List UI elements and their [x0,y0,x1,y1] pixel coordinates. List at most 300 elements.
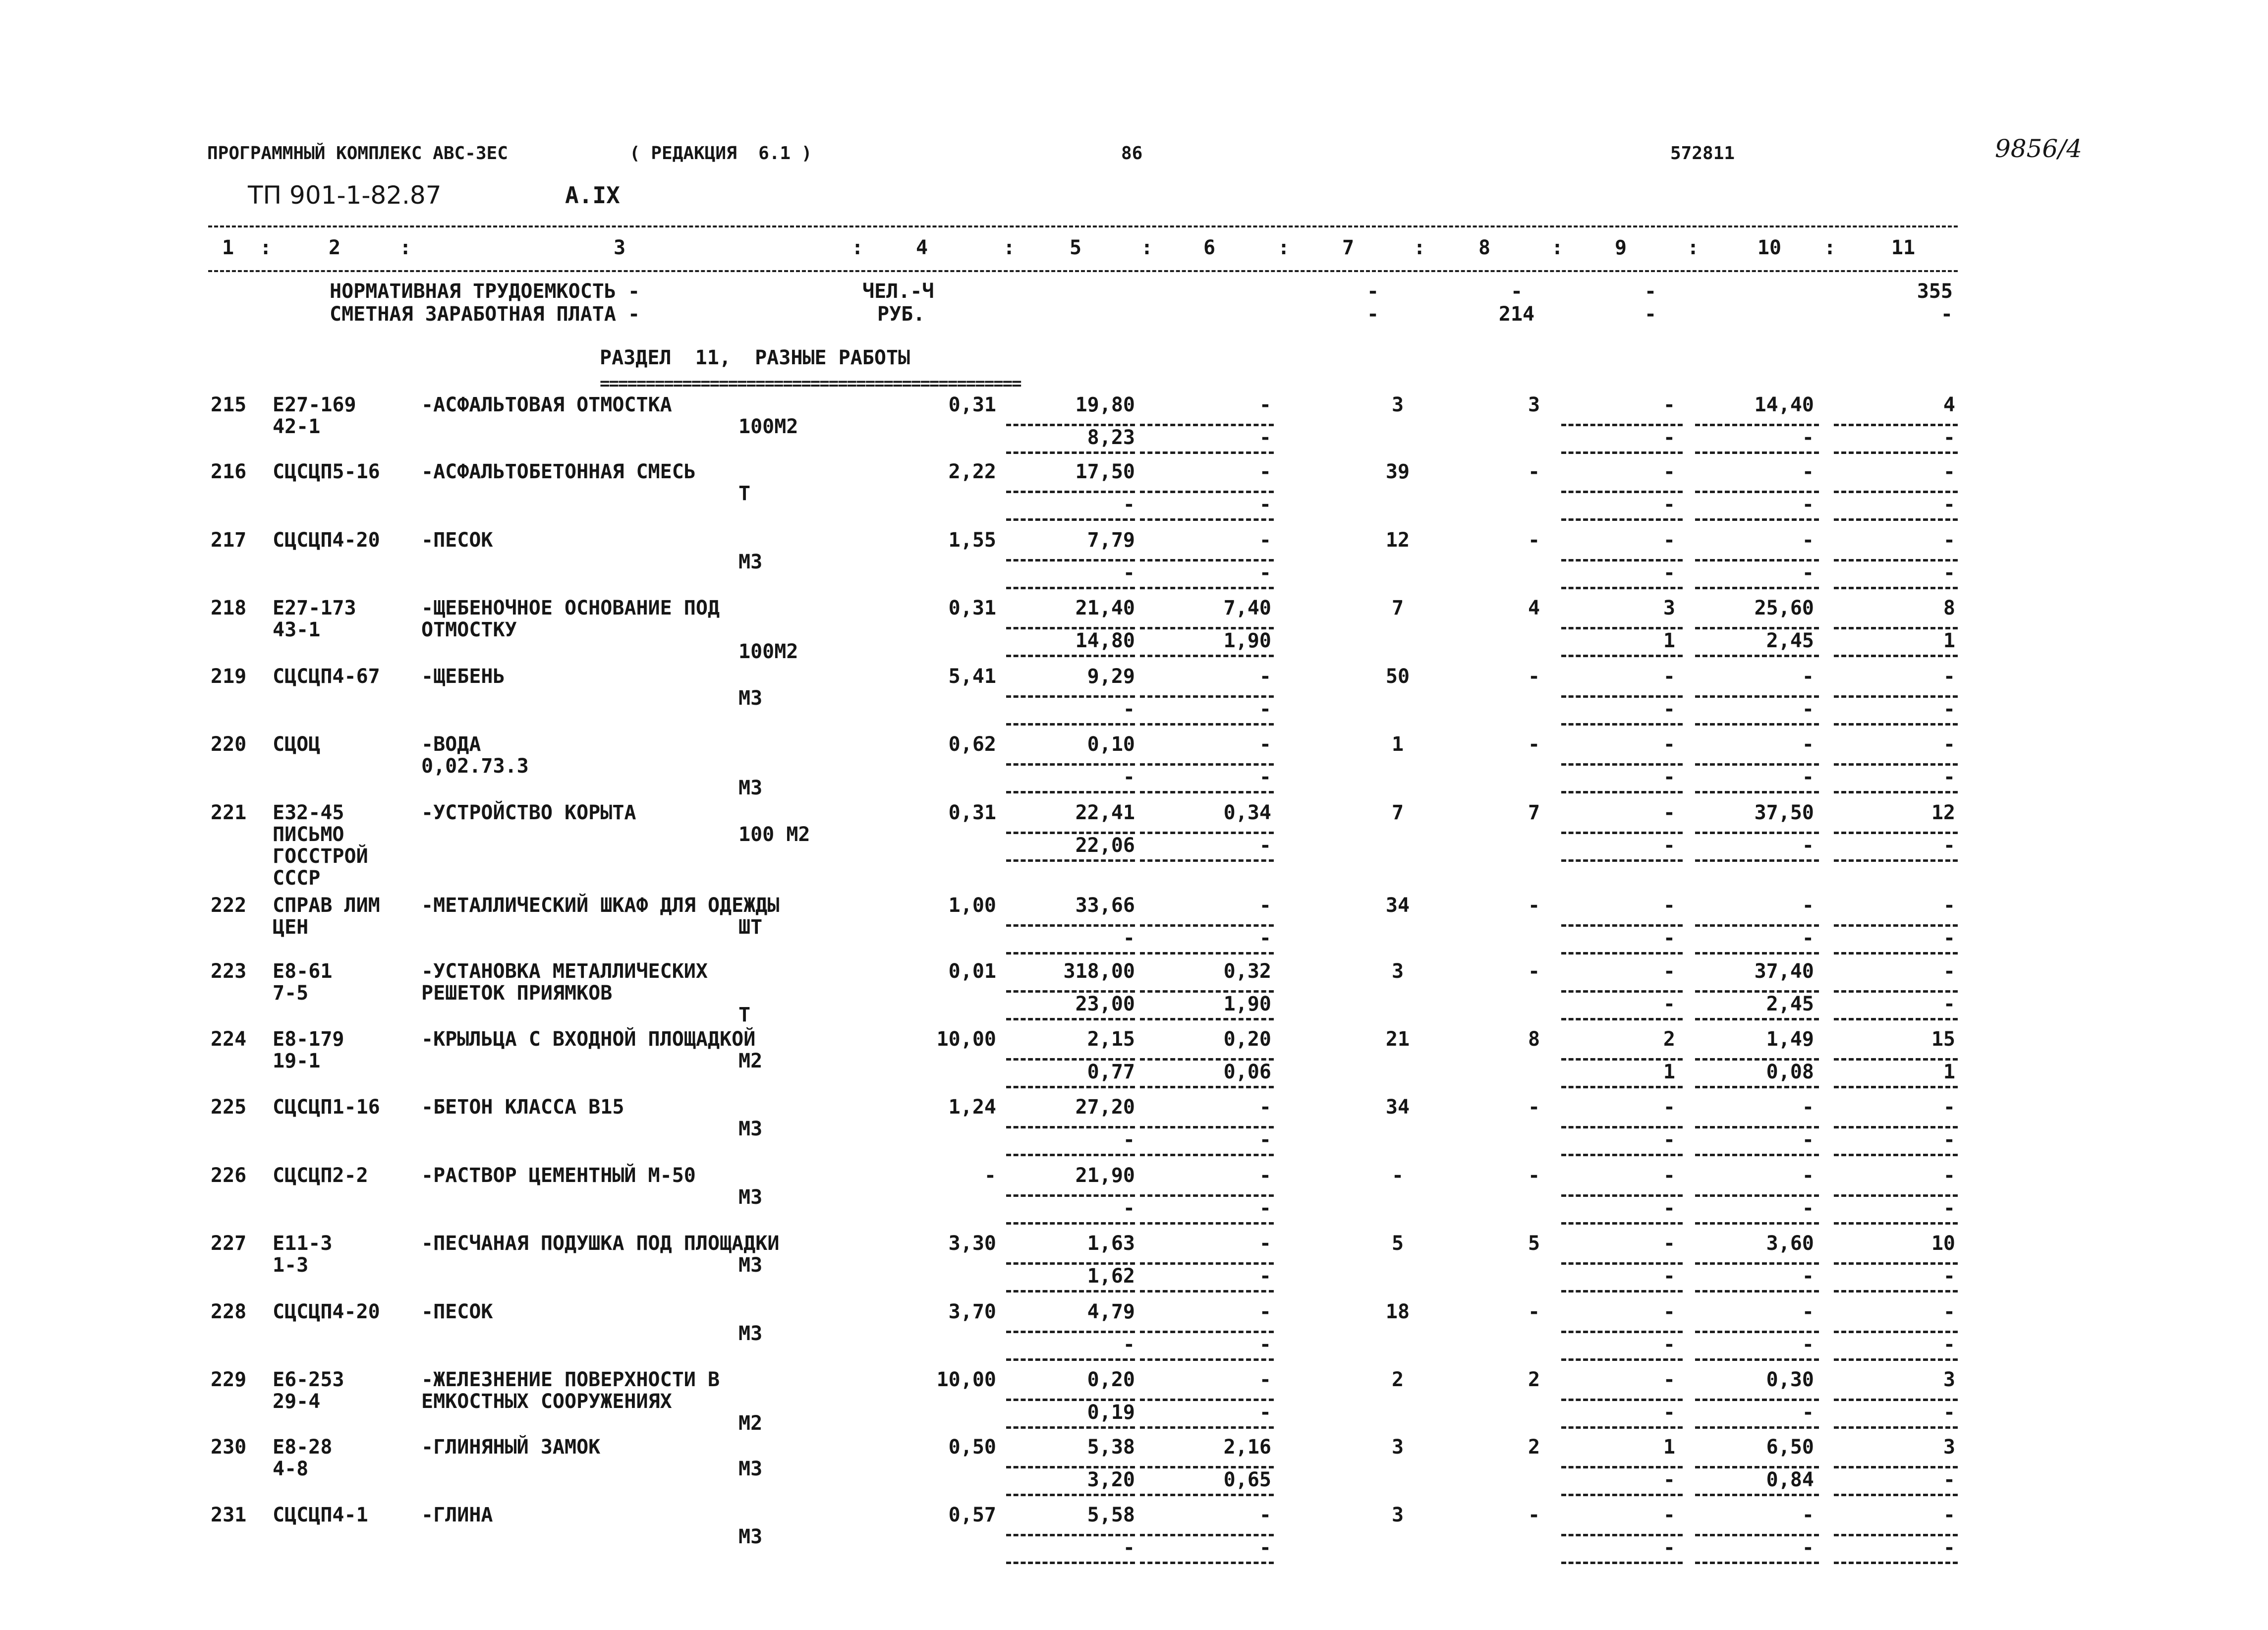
row-rule [1140,763,1274,766]
row-bottom-rule [1561,1154,1683,1156]
row-bottom-rule [1695,1154,1819,1156]
row-c6: - [1259,665,1271,688]
row-c8: 4 [1528,597,1540,619]
row-c5-secondary: 8,23 [1087,426,1135,449]
row-quantity: 0,31 [948,597,996,619]
row-rule [1834,695,1958,698]
row-unit: М3 [738,1186,763,1209]
row-code: Е8-61 [273,960,333,983]
col-sep: : [399,236,412,259]
row-c9-secondary: 1 [1663,1061,1675,1083]
row-rule [1140,1262,1274,1265]
row-code: Е6-253 [273,1368,344,1391]
row-c11-secondary: - [1943,834,1955,857]
row-c7: 3 [1391,960,1404,983]
row-code: 42-1 [273,415,321,438]
row-c5-secondary: - [1123,562,1135,584]
row-rule [1140,559,1274,562]
row-c9-secondary: - [1663,1401,1675,1424]
row-bottom-rule [1834,1018,1958,1020]
row-c9-secondary: - [1663,993,1675,1015]
row-rule [1140,924,1274,927]
row-rule [1834,1262,1958,1265]
row-c10-secondary: - [1802,1401,1814,1424]
row-c9: 3 [1663,597,1675,619]
row-bottom-rule [1140,1086,1274,1088]
row-c9: 2 [1663,1028,1675,1051]
row-c5: 19,80 [1075,393,1135,416]
row-bottom-rule [1561,1290,1683,1293]
row-quantity: 1,24 [948,1096,996,1119]
row-c7: 3 [1391,1436,1404,1459]
row-rule [1695,424,1819,426]
row-bottom-rule [1140,1290,1274,1293]
row-rule [1006,763,1135,766]
row-c8: - [1528,665,1540,688]
row-c10-secondary: - [1802,426,1814,449]
summary-wage-unit: РУБ. [877,303,925,326]
row-c11: - [1943,529,1955,552]
row-c11-secondary: - [1943,1468,1955,1491]
edition-label: ( РЕДАКЦИЯ 6.1 ) [629,143,812,164]
row-c9: - [1663,733,1675,756]
row-c5: 27,20 [1075,1096,1135,1119]
row-c7: 34 [1385,1096,1410,1119]
row-c6-secondary: - [1259,766,1271,788]
row-bottom-rule [1140,859,1274,862]
row-c5: 4,79 [1087,1300,1135,1323]
row-c7: - [1391,1164,1404,1187]
page-number: 86 [1121,143,1143,164]
row-rule [1695,1399,1819,1401]
row-rule [1695,559,1819,562]
row-bottom-rule [1561,1358,1683,1361]
row-c6-secondary: - [1259,1536,1271,1559]
row-bottom-rule [1561,1494,1683,1496]
row-c6: - [1259,529,1271,552]
row-c10: 0,30 [1766,1368,1814,1391]
row-c11-secondary: - [1943,1401,1955,1424]
row-c11: - [1943,460,1955,483]
row-quantity: 3,70 [948,1300,996,1323]
col-2-number: 2 [328,236,341,259]
row-c6: - [1259,393,1271,416]
row-bottom-rule [1006,451,1135,454]
row-bottom-rule [1695,1426,1819,1429]
row-bottom-rule [1834,518,1958,521]
row-c5-secondary: - [1123,698,1135,721]
row-c10: - [1802,1164,1814,1187]
row-rule [1834,1126,1958,1128]
row-code: СЦСЦП2-2 [273,1164,368,1187]
row-bottom-rule [1834,1222,1958,1225]
row-bottom-rule [1834,1086,1958,1088]
row-bottom-rule [1006,791,1135,793]
row-c10-secondary: - [1802,698,1814,721]
summary-labor-c9: - [1644,280,1657,303]
row-c11-secondary: - [1943,766,1955,788]
row-c11: - [1943,1096,1955,1119]
row-code: ПИСЬМО [273,823,344,846]
row-c8: 3 [1528,393,1540,416]
row-c7: 21 [1385,1028,1410,1051]
row-bottom-rule [1561,1562,1683,1564]
row-c10: 37,40 [1754,960,1814,983]
row-rule [1834,1466,1958,1468]
row-rule [1834,990,1958,993]
row-bottom-rule [1006,952,1135,955]
row-c5: 21,40 [1075,597,1135,619]
row-c11-secondary: - [1943,1333,1955,1356]
row-name: -КРЫЛЬЦА С ВХОДНОЙ ПЛОЩАДКОЙ [421,1028,756,1051]
row-rule [1695,1331,1819,1333]
row-c7: 7 [1391,801,1404,824]
header-bottom-rule [208,270,1958,272]
row-c7: 50 [1385,665,1410,688]
row-bottom-rule [1561,723,1683,726]
row-c6-secondary: - [1259,1401,1271,1424]
row-rule [1834,1331,1958,1333]
row-c6: 0,20 [1223,1028,1271,1051]
row-bottom-rule [1006,1358,1135,1361]
row-c10: 6,50 [1766,1436,1814,1459]
row-c8: - [1528,733,1540,756]
row-unit: М2 [738,1050,763,1072]
row-c6: - [1259,1368,1271,1391]
row-unit: Т [738,482,751,505]
row-c11-secondary: - [1943,1536,1955,1559]
row-unit: 100М2 [738,415,798,438]
row-c5: 5,38 [1087,1436,1135,1459]
col-sep: : [260,236,272,259]
row-bottom-rule [1695,723,1819,726]
row-c11: - [1943,894,1955,917]
row-c9-secondary: 1 [1663,629,1675,652]
row-bottom-rule [1561,859,1683,862]
row-c5: 9,29 [1087,665,1135,688]
row-bottom-rule [1834,587,1958,589]
row-c9: - [1663,1164,1675,1187]
row-c9: - [1663,665,1675,688]
row-number: 223 [211,960,247,983]
row-c6: - [1259,733,1271,756]
row-name: -ВОДА [421,733,481,756]
row-c6: 7,40 [1223,597,1271,619]
row-code: 29-4 [273,1390,321,1413]
row-code: 4-8 [273,1458,309,1480]
row-c5: 0,10 [1087,733,1135,756]
row-c11: 15 [1931,1028,1955,1051]
row-bottom-rule [1140,723,1274,726]
row-c9-secondary: - [1663,698,1675,721]
row-rule [1140,491,1274,493]
row-unit: М3 [738,1322,763,1345]
row-c8: - [1528,1096,1540,1119]
row-c5: 5,58 [1087,1504,1135,1526]
row-c8: 8 [1528,1028,1540,1051]
row-name: РЕШЕТОК ПРИЯМКОВ [421,982,613,1005]
row-bottom-rule [1006,1290,1135,1293]
row-c11-secondary: - [1943,698,1955,721]
row-rule [1834,1399,1958,1401]
row-rule [1006,491,1135,493]
col-7-number: 7 [1342,236,1355,259]
row-c10: - [1802,460,1814,483]
row-bottom-rule [1140,1222,1274,1225]
row-number: 227 [211,1232,247,1255]
row-c9: 1 [1663,1436,1675,1459]
row-bottom-rule [1561,655,1683,657]
row-bottom-rule [1140,952,1274,955]
album-label: А.IX [565,182,620,209]
row-c10: - [1802,894,1814,917]
row-c6-secondary: - [1259,1128,1271,1151]
row-unit: ШТ [738,916,763,939]
row-c7: 18 [1385,1300,1410,1323]
row-rule [1140,1194,1274,1197]
row-code: СЦСЦП5-16 [273,460,380,483]
row-c6-secondary: - [1259,698,1271,721]
row-c9-secondary: - [1663,562,1675,584]
row-c6-secondary: - [1259,562,1271,584]
row-rule [1006,1194,1135,1197]
row-bottom-rule [1695,1494,1819,1496]
row-rule [1834,924,1958,927]
row-bottom-rule [1561,791,1683,793]
row-code: СЦОЦ [273,733,321,756]
row-c9-secondary: - [1663,1536,1675,1559]
program-title: ПРОГРАММНЫЙ КОМПЛЕКС АВС-3ЕС [207,143,508,164]
row-c10: 3,60 [1766,1232,1814,1255]
col-sep: : [1278,236,1290,259]
row-c6-secondary: - [1259,426,1271,449]
row-code: 1-3 [273,1254,309,1277]
row-c10: 25,60 [1754,597,1814,619]
row-c11: - [1943,733,1955,756]
row-c6: - [1259,1096,1271,1119]
row-c11-secondary: 1 [1943,1061,1955,1083]
row-name: -ПЕСОК [421,1300,493,1323]
row-c9-secondary: - [1663,1265,1675,1288]
row-name: -ГЛИНА [421,1504,493,1526]
row-c5-secondary: 22,06 [1075,834,1135,857]
row-unit: М3 [738,551,763,573]
row-rule [1006,695,1135,698]
row-number: 224 [211,1028,247,1051]
row-name: ЕМКОСТНЫХ СООРУЖЕНИЯХ [421,1390,672,1413]
row-code: Е8-28 [273,1436,333,1459]
row-quantity: 1,55 [948,529,996,552]
row-bottom-rule [1140,1494,1274,1496]
row-quantity: 10,00 [936,1028,996,1051]
row-bottom-rule [1695,451,1819,454]
row-quantity: 5,41 [948,665,996,688]
row-c10-secondary: 2,45 [1766,993,1814,1015]
row-bottom-rule [1695,1562,1819,1564]
row-c9: - [1663,529,1675,552]
row-rule [1834,559,1958,562]
row-bottom-rule [1695,1290,1819,1293]
row-c10-secondary: 0,08 [1766,1061,1814,1083]
row-c7: 1 [1391,733,1404,756]
row-c9: - [1663,1096,1675,1119]
row-name: -АСФАЛЬТОБЕТОННАЯ СМЕСЬ [421,460,696,483]
row-bottom-rule [1834,723,1958,726]
row-c9: - [1663,1504,1675,1526]
row-name: -ГЛИНЯНЫЙ ЗАМОК [421,1436,601,1459]
row-bottom-rule [1561,952,1683,955]
row-bottom-rule [1834,1290,1958,1293]
row-rule [1834,832,1958,834]
row-c9-secondary: - [1663,493,1675,516]
section-title: РАЗДЕЛ 11, РАЗНЫЕ РАБОТЫ [600,346,910,369]
row-c11: 3 [1943,1436,1955,1459]
row-c6-secondary: - [1259,1197,1271,1220]
row-c10-secondary: - [1802,1197,1814,1220]
row-c10-secondary: - [1802,1333,1814,1356]
row-rule [1695,832,1819,834]
row-rule [1695,924,1819,927]
col-sep: : [1414,236,1426,259]
row-c11-secondary: - [1943,1128,1955,1151]
section-underline: ============================================== [600,374,1021,393]
row-c8: 2 [1528,1368,1540,1391]
row-c5: 318,00 [1063,960,1135,983]
row-c9: - [1663,393,1675,416]
row-name: -УСТАНОВКА МЕТАЛЛИЧЕСКИХ [421,960,708,983]
row-bottom-rule [1834,1426,1958,1429]
header-top-rule [208,225,1958,227]
row-c11: 12 [1931,801,1955,824]
row-unit: 100 М2 [738,823,810,846]
row-c10-secondary: - [1802,927,1814,950]
row-c9-secondary: - [1663,927,1675,950]
row-quantity: 0,31 [948,393,996,416]
row-bottom-rule [1140,518,1274,521]
row-bottom-rule [1006,1018,1135,1020]
row-quantity: 1,00 [948,894,996,917]
row-c9: - [1663,960,1675,983]
row-c5-secondary: - [1123,493,1135,516]
row-quantity: 2,22 [948,460,996,483]
row-bottom-rule [1834,1494,1958,1496]
row-c11: 4 [1943,393,1955,416]
row-number: 230 [211,1436,247,1459]
row-c10: - [1802,1096,1814,1119]
row-c8: - [1528,529,1540,552]
row-bottom-rule [1006,1426,1135,1429]
row-c10-secondary: 2,45 [1766,629,1814,652]
row-code: Е27-169 [273,393,356,416]
row-bottom-rule [1006,1222,1135,1225]
row-bottom-rule [1695,859,1819,862]
row-c11-secondary: - [1943,426,1955,449]
row-bottom-rule [1006,1562,1135,1564]
row-rule [1695,1534,1819,1536]
row-name: -МЕТАЛЛИЧЕСКИЙ ШКАФ ДЛЯ ОДЕЖДЫ [421,894,780,917]
row-quantity: 0,31 [948,801,996,824]
row-number: 231 [211,1504,247,1526]
row-c6: 0,32 [1223,960,1271,983]
row-rule [1695,491,1819,493]
row-quantity: 0,01 [948,960,996,983]
row-unit: М3 [738,1254,763,1277]
row-c8: - [1528,960,1540,983]
row-bottom-rule [1834,859,1958,862]
row-c6-secondary: - [1259,927,1271,950]
row-rule [1834,1534,1958,1536]
row-unit: М3 [738,777,763,799]
row-c9-secondary: - [1663,1333,1675,1356]
row-name: ОТМОСТКУ [421,618,517,641]
row-quantity: 3,30 [948,1232,996,1255]
row-c6-secondary: 0,65 [1223,1468,1271,1491]
row-c9-secondary: - [1663,426,1675,449]
row-bottom-rule [1140,1358,1274,1361]
row-c6: 2,16 [1223,1436,1271,1459]
row-bottom-rule [1140,1154,1274,1156]
row-bottom-rule [1561,1018,1683,1020]
row-rule [1006,559,1135,562]
row-c5: 21,90 [1075,1164,1135,1187]
row-bottom-rule [1834,952,1958,955]
col-6-number: 6 [1203,236,1216,259]
row-unit: М3 [738,1118,763,1140]
row-c8: 5 [1528,1232,1540,1255]
row-c10: - [1802,529,1814,552]
col-3-number: 3 [613,236,626,259]
col-sep: : [1824,236,1836,259]
col-sep: : [1141,236,1153,259]
row-c11-secondary: - [1943,927,1955,950]
row-code: ГОССТРОЙ [273,845,368,868]
row-rule [1834,1194,1958,1197]
row-bottom-rule [1140,587,1274,589]
row-code: СЦСЦП4-1 [273,1504,368,1526]
row-c11: - [1943,1300,1955,1323]
summary-labor-unit: ЧЕЛ.-Ч [862,280,934,303]
row-c9: - [1663,460,1675,483]
row-name: -АСФАЛЬТОВАЯ ОТМОСТКА [421,393,672,416]
row-c11-secondary: - [1943,993,1955,1015]
row-code: 7-5 [273,982,309,1005]
row-c5-secondary: - [1123,1128,1135,1151]
row-c6-secondary: 0,06 [1223,1061,1271,1083]
row-c6-secondary: - [1259,493,1271,516]
row-c6-secondary: - [1259,1265,1271,1288]
row-c9: - [1663,801,1675,824]
row-bottom-rule [1006,1086,1135,1088]
row-c9-secondary: - [1663,766,1675,788]
row-number: 228 [211,1300,247,1323]
row-bottom-rule [1140,1562,1274,1564]
row-rule [1140,832,1274,834]
row-c5: 22,41 [1075,801,1135,824]
row-name: -ЩЕБЕНЬ [421,665,505,688]
row-c5-secondary: 14,80 [1075,629,1135,652]
row-c9: - [1663,1368,1675,1391]
row-bottom-rule [1006,655,1135,657]
row-unit: М3 [738,1525,763,1548]
row-rule [1695,763,1819,766]
row-number: 225 [211,1096,247,1119]
row-c10: 14,40 [1754,393,1814,416]
row-c10: - [1802,1300,1814,1323]
row-unit: М3 [738,687,763,710]
row-bottom-rule [1006,587,1135,589]
row-c11: 3 [1943,1368,1955,1391]
row-bottom-rule [1561,518,1683,521]
